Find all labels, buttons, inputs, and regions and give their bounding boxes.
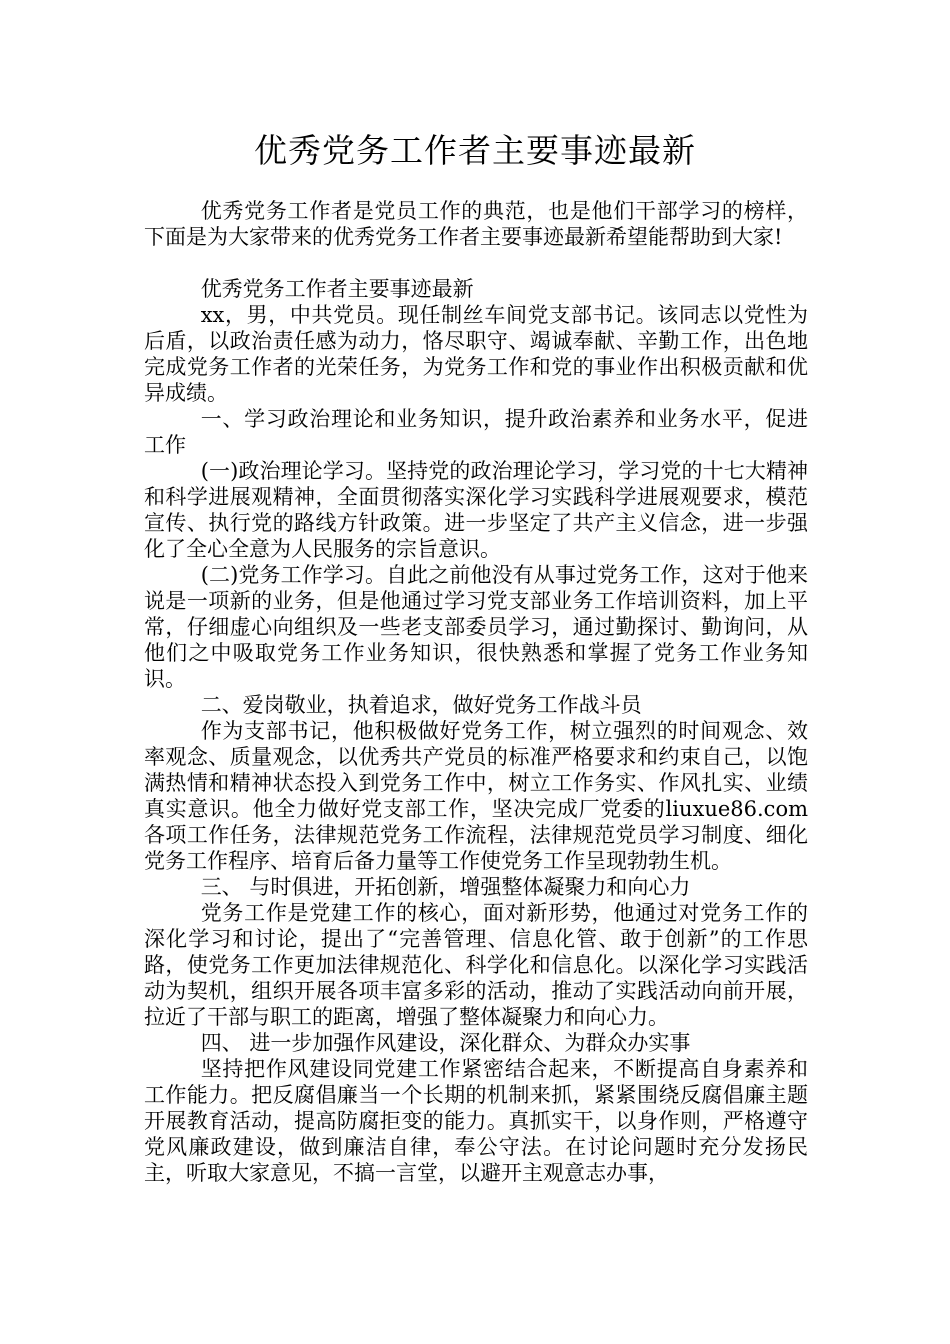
body-paragraph: 作为支部书记，他积极做好党务工作，树立强烈的时间观念、效率观念、质量观念，以优秀共产党员的标准严格要求和约束自己，以饱满热情和精神状态投入到党务工作中，树立工作务实、作风扎实、业绩真实意识。他全力做好党支部工作，坚决完成厂党委的liuxue86.com各项工作任务，法律规范党务工作流程，法律规范党员学习制度、细化党务工作程序、培育后备力量等工作使党务工作呈现勃勃生机。 bbox=[144, 719, 808, 873]
document-title: 优秀党务工作者主要事迹最新 bbox=[254, 131, 696, 170]
body-paragraph: xx，男，中共党员。现任制丝车间党支部书记。该同志以党性为后盾，以政治责任感为动力，恪尽职守、竭诚奉献、辛勤工作，出色地完成党务工作者的光荣任务，为党务工作和党的事业作出积极贡献和优异成绩。 bbox=[144, 303, 808, 405]
section-heading: 三、 与时俱进，开拓创新，增强整体凝聚力和向心力 bbox=[200, 875, 691, 899]
section-heading: 二、爱岗敬业，执着追求，做好党务工作战斗员 bbox=[200, 693, 642, 717]
body-paragraph: 党务工作是党建工作的核心，面对新形势，他通过对党务工作的深化学习和讨论，提出了“完善管理、信息化管、敢于创新”的工作思路，使党务工作更加法律规范化、科学化和信息化。以深化学习实践活动为契机，组织开展各项丰富多彩的活动，推动了实践活动向前开展，拉近了干部与职工的距离，增强了整体凝聚力和向心力。 bbox=[144, 901, 808, 1029]
section-heading: 四、 进一步加强作风建设，深化群众、为群众办实事 bbox=[200, 1031, 691, 1055]
section-heading: 一、学习政治理论和业务知识，提升政治素养和业务水平，促进工作 bbox=[144, 407, 808, 457]
body-paragraph: 坚持把作风建设同党建工作紧密结合起来，不断提高自身素养和工作能力。把反腐倡廉当一个长期的机制来抓，紧紧围绕反腐倡廉主题开展教育活动，提高防腐拒变的能力。真抓实干，以身作则，严格遵守党风廉政建设，做到廉洁自律，奉公守法。在讨论问题时充分发扬民主，听取大家意见，不搞一言堂，以避开主观意志办事， bbox=[144, 1057, 808, 1185]
document-body bbox=[144, 198, 808, 1186]
section-heading: 优秀党务工作者主要事迹最新 bbox=[200, 277, 474, 301]
body-paragraph: (一)政治理论学习。坚持党的政治理论学习，学习党的十七大精神和科学进展观精神，全面贯彻落实深化学习实践科学进展观要求，模范宣传、执行党的路线方针政策。进一步坚定了共产主义信念，进一步强化了全心全意为人民服务的宗旨意识。 bbox=[144, 459, 808, 561]
intro-paragraph: 优秀党务工作者是党员工作的典范，也是他们干部学习的榜样，下面是为大家带来的优秀党务工作者主要事迹最新希望能帮助到大家! bbox=[144, 199, 808, 249]
body-paragraph: (二)党务工作学习。自此之前他没有从事过党务工作，这对于他来说是一项新的业务，但是他通过学习党支部业务工作培训资料，加上平常，仔细虚心向组织及一些老支部委员学习，通过勤探讨、勤询问，从他们之中吸取党务工作业务知识，很快熟悉和掌握了党务工作业务知识。 bbox=[144, 563, 808, 691]
